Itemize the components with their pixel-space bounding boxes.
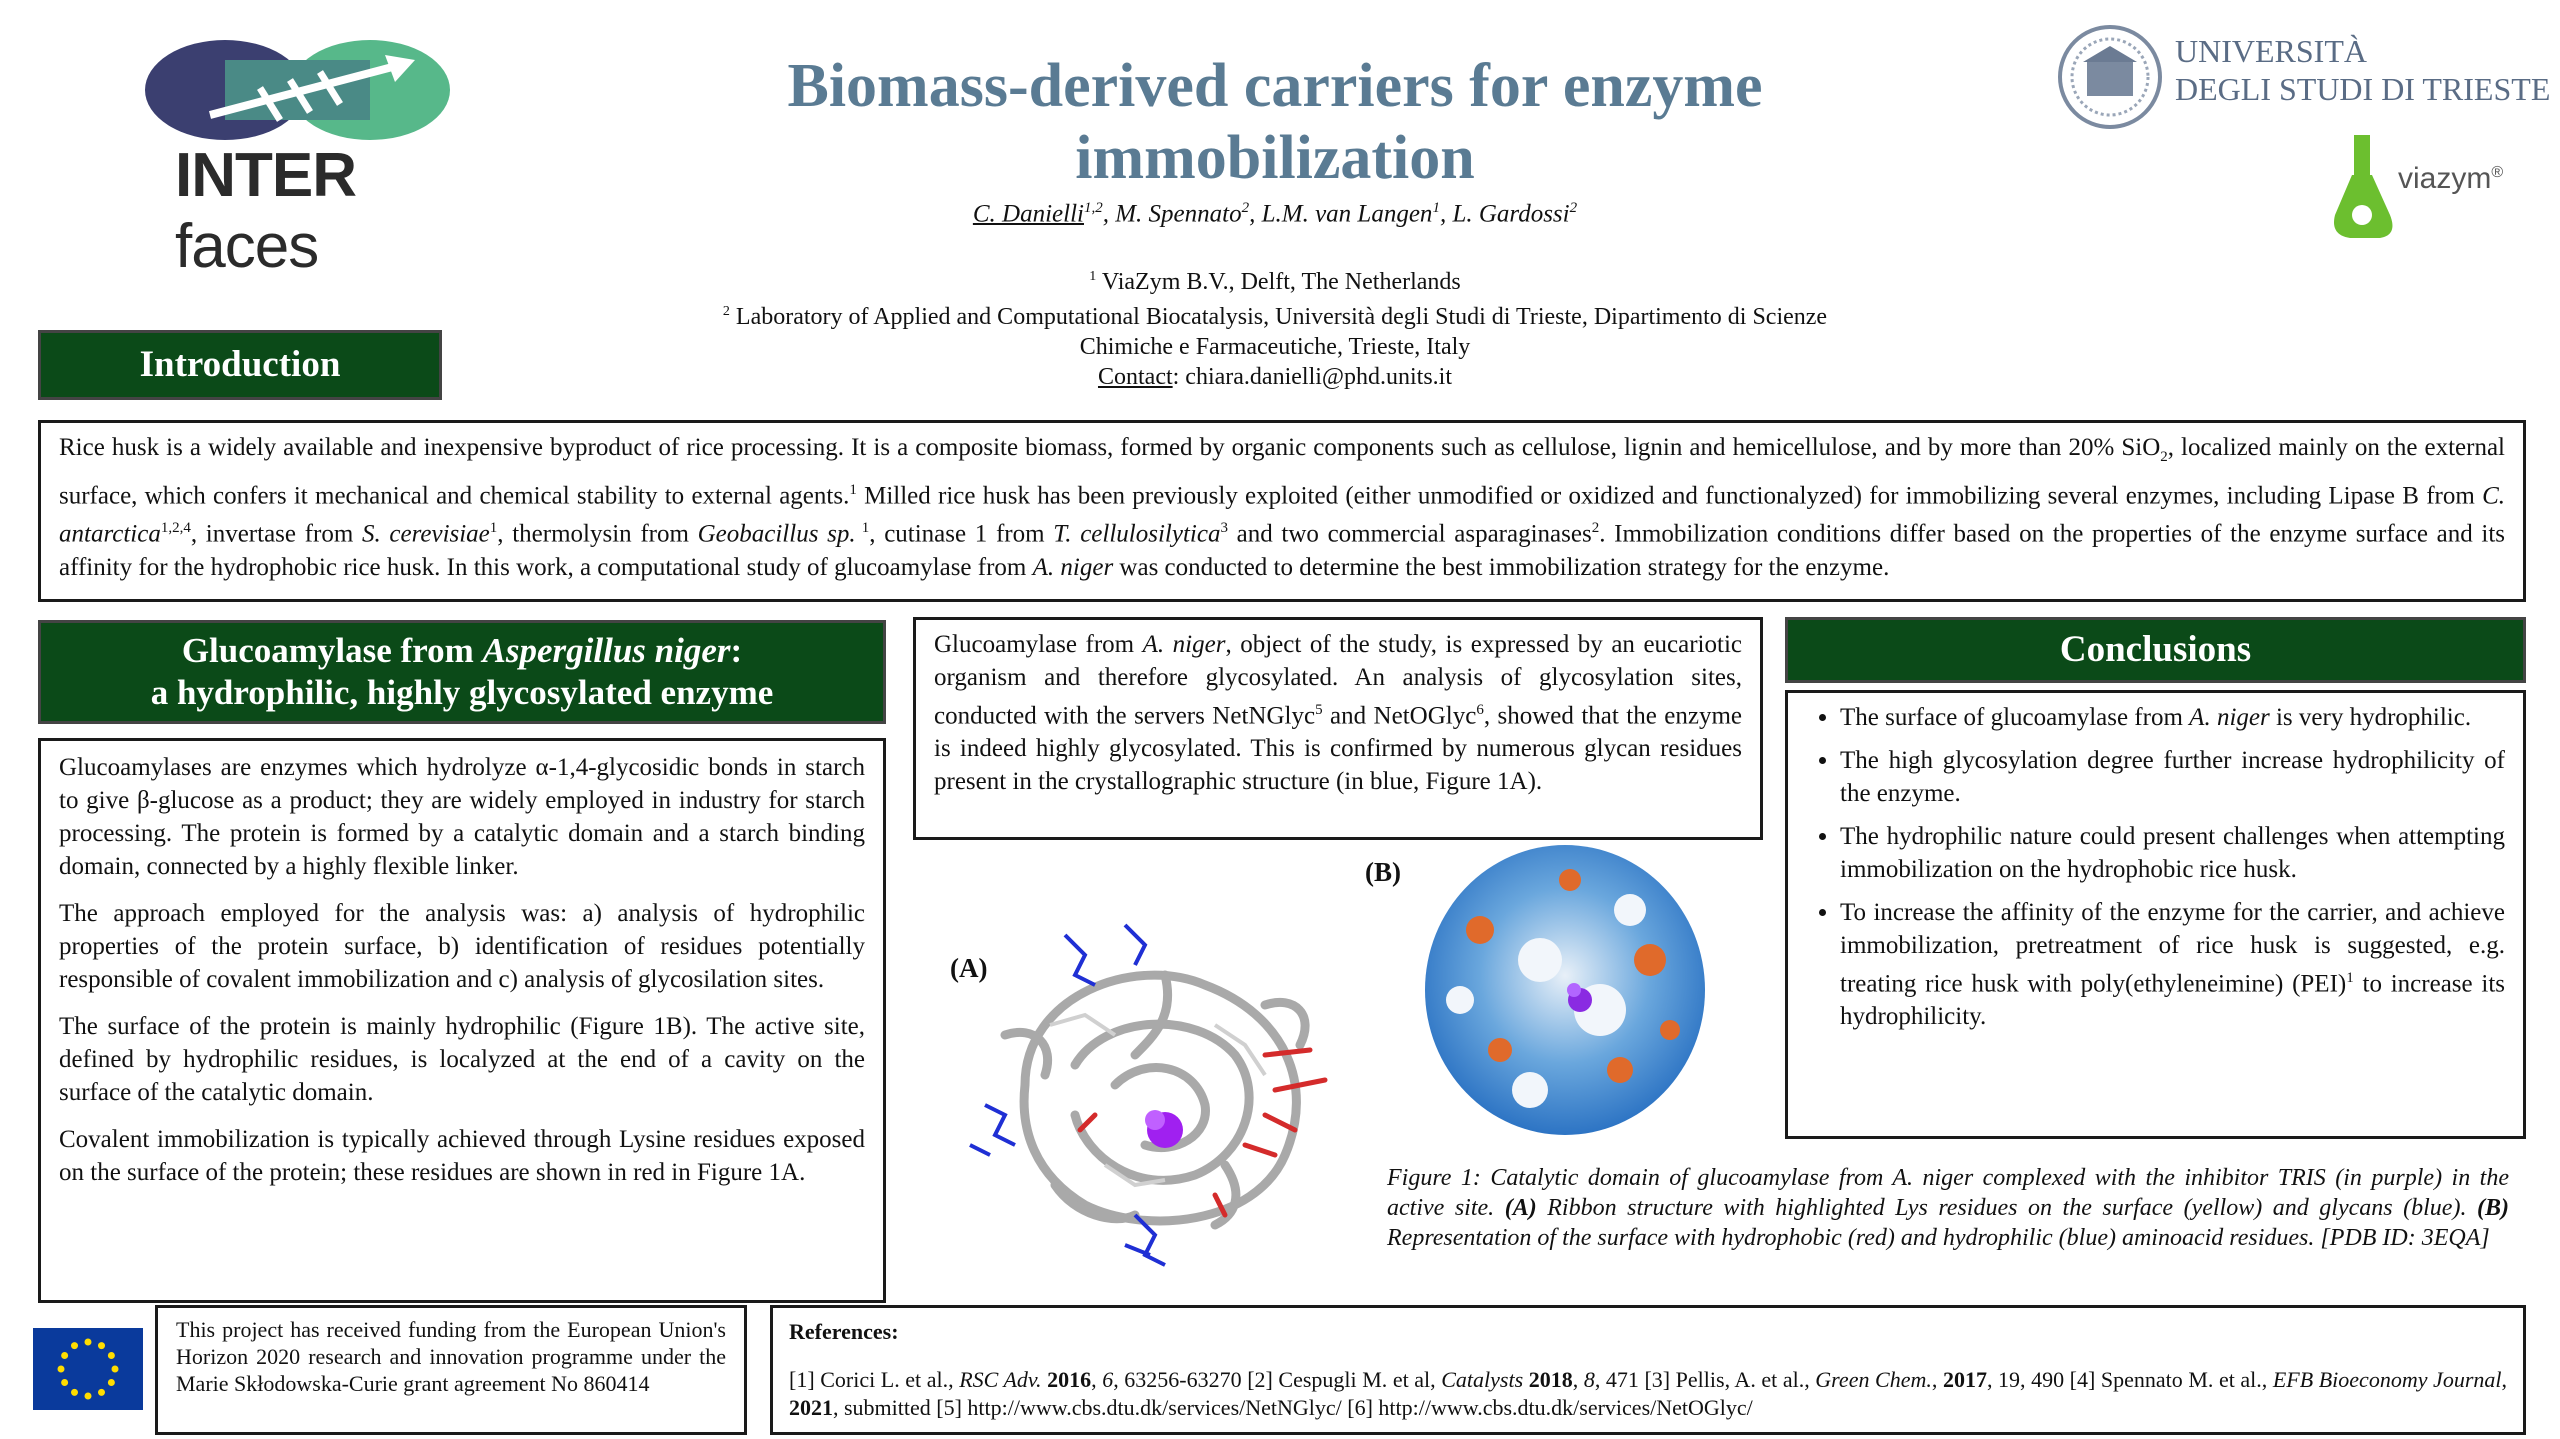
author-3-sup: 1 (1432, 200, 1440, 216)
glucoamylase-heading (38, 620, 886, 724)
intro-text-3: Milled rice husk has been previously exploited (either unmodified or oxidized and functionalyzed) for immobilizing several enzymes, including Lipase B from (856, 482, 2483, 510)
intro-text-4: , invertase from (190, 520, 362, 548)
affil2-sup: 2 (722, 304, 730, 319)
eu-star-icon (71, 1342, 78, 1349)
references-text (789, 1366, 2507, 1422)
viazym-logo (2330, 130, 2530, 250)
ref-3: , 471 [3] Pellis, A. et al., (1594, 1367, 1816, 1392)
conclusion-item: • The hydrophilic nature could present challenges when attempting immobilization on the hydrophobic rice husk. (1840, 820, 2505, 886)
references-box (770, 1305, 2526, 1435)
ref-1-sep: , (1091, 1367, 1103, 1392)
conclusion-1-text-b: is very hydrophilic. (2269, 704, 2472, 731)
author-first: C. Danielli (972, 200, 1084, 228)
intro-text-7: and two commercial asparaginases (1227, 520, 1592, 548)
intro-sup-4: 1 (855, 520, 870, 537)
ref-3-journal: Green Chem. (1815, 1367, 1932, 1392)
gluco-heading-line2: a hydrophilic, highly glycosylated enzyme (150, 673, 774, 712)
ref-2: , 63256-63270 [2] Cespugli M. et al, (1113, 1367, 1442, 1392)
surface-representation-image (1420, 840, 1710, 1140)
author-4: , L. Gardossi (1439, 200, 1570, 228)
conclusions-list (1792, 701, 2505, 1033)
middle-sup-1: 5 (1315, 702, 1323, 718)
ref-2-sep: , (1572, 1367, 1584, 1392)
affil1-sup: 1 (1089, 269, 1097, 284)
middle-italic-1: A. niger (1142, 631, 1226, 658)
author-2-sup: 2 (1241, 200, 1250, 216)
funding-text: This project has received funding from the European Union's Horizon 2020 research and innovation programme under the Marie Skłodowska-Curie grant agreement No 860414 (176, 1317, 726, 1396)
intro-text-5: , thermolysin from (497, 520, 698, 548)
figure-caption (1387, 1163, 2509, 1253)
ref-4-year: 2021 (789, 1395, 833, 1420)
ref-2-journal: Catalysts (1441, 1367, 1524, 1392)
interfaces-logo (130, 30, 470, 281)
poster-title-line2: immobilization (1075, 124, 1475, 192)
intro-sub-2: 2 (2160, 449, 2168, 465)
intro-text-2: , localized mainly on the external surface, which confers it mechanical and chemical stability to external agents. (59, 434, 2505, 510)
gluco-paragraph-3: The surface of the protein is mainly hydrophilic (Figure 1B). The active site, defined by hydrophilic residues, is localyzed at the end of a cavity on the surface of the catalytic domain. (59, 1013, 865, 1106)
ref-4: , 19, 490 [4] Spennato M. et al., (1986, 1367, 2273, 1392)
ref-1-journal: RSC Adv. (959, 1367, 1042, 1392)
eu-star-icon (71, 1389, 78, 1396)
ref-1-year: 2016 (1041, 1367, 1092, 1392)
eu-star-icon (112, 1366, 119, 1373)
glycosylation-box (913, 617, 1763, 840)
conclusion-4-text-a: To increase the affinity of the enzyme for the carrier, and achieve immobilization, pretreatment of rice husk is suggested, e.g. treating rice husk with poly(ethyleneimine) (PEI) (1840, 899, 2505, 998)
gluco-paragraph-1: Glucoamylases are enzymes which hydrolyze α-1,4-glycosidic bonds in starch to give β-glucose as a product; they are widely employed in industry for starch processing. The protein is formed by a catalytic domain and a starch binding domain, connected by a highly flexible linker. (59, 754, 865, 880)
intro-sup-2: 1,2,4 (160, 520, 191, 537)
ref-2-year: 2018 (1523, 1367, 1573, 1392)
gluco-heading-italic: Aspergillus niger (482, 631, 731, 670)
caption-text-3: Representation of the surface with hydrophobic (red) and hydrophilic (blue) aminoacid residues. [PDB ID: 3EQA] (1387, 1225, 2490, 1251)
middle-text-2: , object of the study, is expressed by an eucariotic organism and therefore glycosylated. An analysis of glycosylation sites, conducted with the servers NetNGlyc (934, 631, 1742, 730)
ref-4-sep: , (2501, 1367, 2507, 1392)
poster-title (560, 50, 1990, 194)
gluco-paragraph-2: The approach employed for the analysis was: a) analysis of hydrophilic properties of the protein surface, b) identification of residues potentially responsible of covalent immobilization and c) analysis of glycosilation sites. (59, 900, 865, 993)
interfaces-logo-bold: INTER (175, 141, 356, 210)
affiliations (560, 262, 1990, 392)
intro-sup-1: 1 (849, 482, 857, 498)
units-logo-line2: DEGLI STUDI DI TRIESTE (2175, 71, 2551, 107)
references-heading: References: (789, 1319, 899, 1344)
viazym-logo-text: viazym (2398, 162, 2492, 195)
gluco-paragraph-4: Covalent immobilization is typically achieved through Lysine residues exposed on the surface of the protein; these residues are shown in red in Figure 1A. (59, 1126, 865, 1186)
conclusions-heading (1785, 617, 2526, 683)
caption-label-b: (B) (2477, 1195, 2509, 1221)
intro-italic-2: S. cerevisiae (361, 520, 490, 548)
intro-italic-5: A. niger (1032, 553, 1114, 581)
viazym-logo-reg: ® (2491, 164, 2504, 181)
figure-label-a: (A) (950, 953, 988, 983)
ref-3-sep: , (1931, 1367, 1943, 1392)
middle-text-1: Glucoamylase from (934, 631, 1143, 658)
author-first-sup: 1,2 (1083, 200, 1103, 216)
conclusion-item (1840, 701, 2505, 734)
poster-title-line1: Biomass-derived carriers for enzyme (787, 52, 1763, 120)
conclusion-item (1840, 896, 2505, 1033)
contact-email[interactable]: : chiara.danielli@phd.units.it (1172, 364, 1453, 390)
intro-italic-1: C. antarctica (59, 482, 2505, 548)
eu-star-icon (108, 1379, 115, 1386)
eu-star-icon (61, 1379, 68, 1386)
gluco-heading-a: Glucoamylase from (181, 631, 483, 670)
figure-label-b: (B) (1365, 857, 1401, 887)
interfaces-logo-light: faces (175, 212, 319, 281)
intro-text-1: Rice husk is a widely available and inexpensive byproduct of rice processing. It is a composite biomass, formed by organic components such as cellulose, lignin and hemicellulose, and by more than 20% SiO (59, 434, 2161, 461)
caption-label-a: (A) (1504, 1195, 1537, 1221)
affil2: Laboratory of Applied and Computational Biocatalysis, Università degli Studi di Trieste, Dipartimento di Scienze (729, 304, 1828, 330)
intro-sup-6: 2 (1591, 520, 1600, 537)
intro-text-8: . Immobilization conditions differ based on the properties of the enzyme surface and its affinity for the hydrophobic rice husk. In this work, a computational study of glucoamylase from (59, 520, 2506, 581)
caption-text-1: Figure 1: Catalytic domain of glucoamylase from A. niger complexed with the inhibitor TRIS (in purple) in the active site. (1387, 1165, 2509, 1221)
units-logo-line1: UNIVERSITÀ (2175, 33, 2367, 69)
ref-4-journal: EFB Bioeconomy Journal (2272, 1367, 2502, 1392)
funding-box (155, 1305, 747, 1435)
eu-flag (33, 1328, 143, 1410)
conclusion-4-sup: 1 (2346, 970, 2354, 986)
eu-star-icon (61, 1352, 68, 1359)
conclusion-1-text-a: The surface of glucoamylase from (1840, 704, 2190, 731)
intro-italic-4: T. cellulosilytica (1053, 520, 1221, 548)
middle-text-3: and NetOGlyc (1322, 702, 1477, 730)
intro-sup-5: 3 (1220, 520, 1228, 537)
gluco-heading-b: : (730, 631, 743, 670)
author-4-sup: 2 (1569, 200, 1578, 216)
middle-sup-2: 6 (1476, 702, 1484, 718)
authors (560, 200, 1990, 228)
ref-5-6: , submitted [5] http://www.cbs.dtu.dk/services/NetNGlyc/ [6] http://www.cbs.dtu.dk/services/NetOGlyc/ (833, 1395, 1753, 1420)
conclusion-4-text-b: to increase its hydrophilicity. (1840, 970, 2506, 1031)
intro-text-6: , cutinase 1 from (869, 520, 1054, 548)
glucoamylase-box (38, 738, 886, 1303)
introduction-heading (38, 330, 442, 400)
ribbon-structure-image (965, 915, 1380, 1270)
caption-text-2: Ribbon structure with highlighted Lys residues on the surface (yellow) and glycans (blue). (1536, 1195, 2477, 1221)
units-logo (2055, 22, 2555, 132)
affil1: ViaZym B.V., Delft, The Netherlands (1096, 269, 1461, 295)
units-seal-icon (2055, 22, 2165, 132)
eu-star-icon (108, 1352, 115, 1359)
eu-star-icon (85, 1393, 92, 1400)
introduction-box (38, 420, 2526, 602)
eu-star-icon (98, 1389, 105, 1396)
middle-text-4: , showed that the enzyme is indeed highly glycosylated. This is confirmed by numerous glycan residues present in the crystallographic structure (in blue, Figure 1A). (934, 702, 1742, 796)
intro-text-9: was conducted to determine the best immobilization strategy for the enzyme. (1113, 553, 1890, 581)
introduction-heading-text: Introduction (139, 344, 341, 385)
affil3: Chimiche e Farmaceutiche, Trieste, Italy (1079, 334, 1471, 360)
author-3: , L.M. van Langen (1249, 200, 1433, 228)
author-2: , M. Spennato (1102, 200, 1242, 228)
conclusion-1-italic: A. niger (2189, 704, 2270, 731)
eu-star-icon (58, 1366, 65, 1373)
ref-1: [1] Corici L. et al., (789, 1367, 960, 1392)
conclusions-heading-text: Conclusions (2059, 629, 2252, 670)
conclusion-item: • The high glycosylation degree further increase hydrophilicity of the enzyme. (1840, 744, 2505, 810)
intro-italic-3: Geobacillus sp. (697, 520, 856, 548)
intro-sup-3: 1 (489, 520, 498, 537)
ref-3-year: 2017 (1942, 1367, 1987, 1392)
eu-star-icon (98, 1342, 105, 1349)
eu-star-icon (85, 1339, 92, 1346)
ref-1-volume: 6 (1102, 1367, 1114, 1392)
ref-2-volume: 8 (1583, 1367, 1595, 1392)
conclusions-box (1785, 690, 2526, 1139)
contact-label: Contact (1097, 364, 1173, 390)
